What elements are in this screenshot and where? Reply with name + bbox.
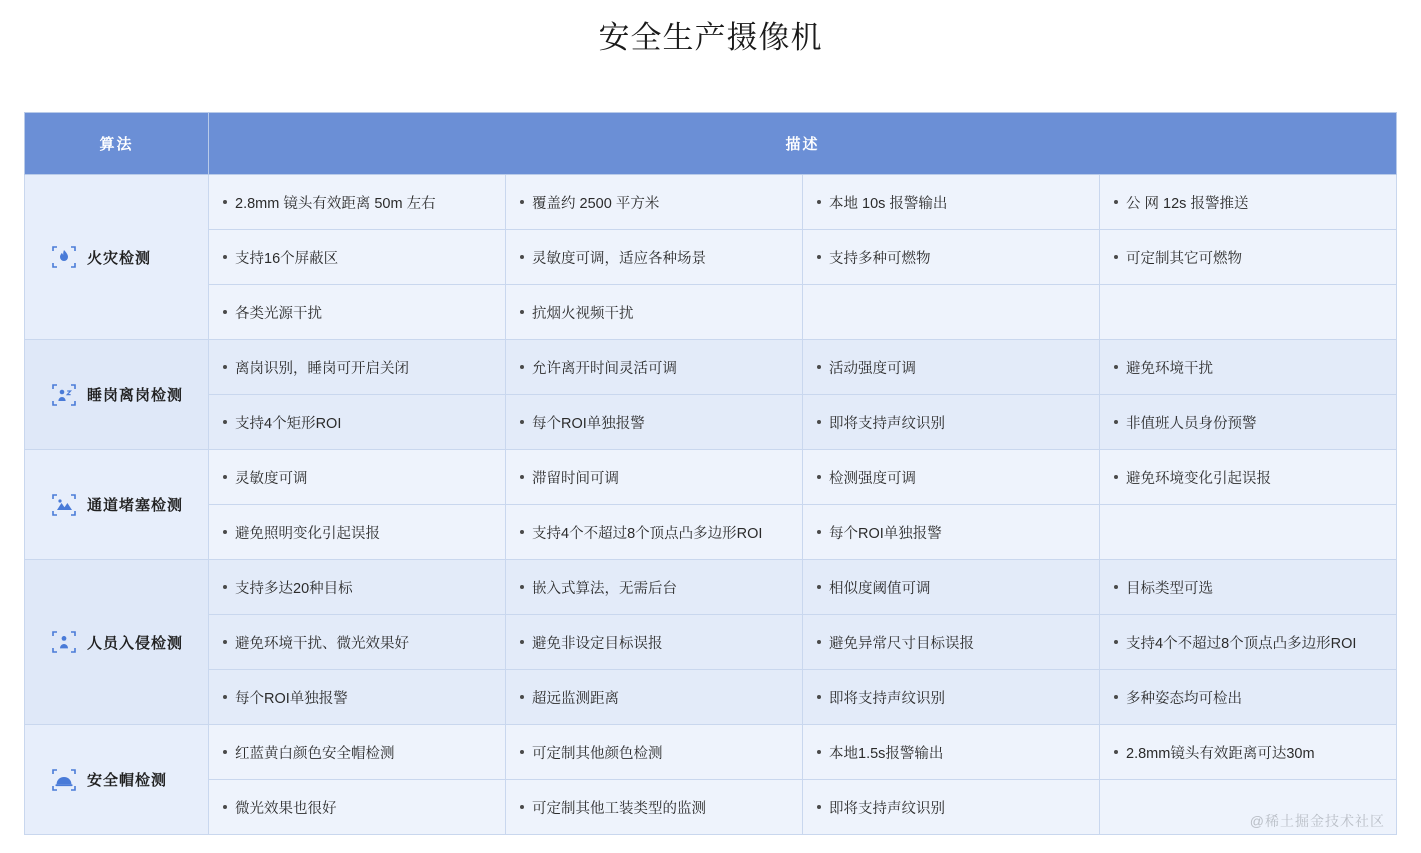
feature-text: 每个ROI单独报警 bbox=[532, 415, 645, 432]
bullet-icon bbox=[223, 475, 227, 479]
bullet-icon bbox=[223, 530, 227, 534]
bullet-icon bbox=[1114, 585, 1118, 589]
bullet-icon bbox=[817, 695, 821, 699]
empty-cell bbox=[1100, 285, 1397, 340]
column-header-algorithm: 算法 bbox=[25, 113, 209, 175]
feature-text: 支持4个不超过8个顶点凸多边形ROI bbox=[1126, 635, 1357, 652]
algorithm-label: 安全帽检测 bbox=[87, 772, 168, 789]
feature-text: 微光效果也很好 bbox=[235, 800, 337, 817]
feature-text: 本地 10s 报警输出 bbox=[829, 195, 948, 212]
bullet-icon bbox=[223, 640, 227, 644]
feature-cell bbox=[506, 285, 803, 340]
empty-cell bbox=[1100, 505, 1397, 560]
bullet-icon bbox=[223, 750, 227, 754]
bullet-icon bbox=[223, 585, 227, 589]
feature-text: 相似度阈值可调 bbox=[829, 580, 931, 597]
table-row bbox=[25, 285, 1397, 340]
feature-cell bbox=[209, 615, 506, 670]
table-row bbox=[25, 615, 1397, 670]
feature-cell bbox=[209, 780, 506, 835]
bullet-icon bbox=[520, 365, 524, 369]
algorithm-cell-1 bbox=[25, 175, 209, 340]
feature-text: 可定制其它可燃物 bbox=[1126, 250, 1242, 267]
feature-text: 2.8mm 镜头有效距离 50m 左右 bbox=[235, 195, 436, 212]
bullet-icon bbox=[1114, 695, 1118, 699]
empty-cell bbox=[803, 285, 1100, 340]
feature-cell bbox=[1100, 560, 1397, 615]
bullet-icon bbox=[223, 310, 227, 314]
feature-text: 即将支持声纹识别 bbox=[829, 415, 945, 432]
feature-cell bbox=[209, 505, 506, 560]
feature-text: 嵌入式算法，无需后台 bbox=[532, 580, 677, 597]
feature-text: 覆盖约 2500 平方米 bbox=[532, 195, 660, 212]
feature-text: 灵敏度可调 bbox=[235, 470, 308, 487]
feature-text: 可定制其他工装类型的监测 bbox=[532, 800, 706, 817]
bullet-icon bbox=[1114, 475, 1118, 479]
column-header-description: 描述 bbox=[209, 113, 1397, 175]
feature-text: 支持4个矩形ROI bbox=[235, 415, 342, 432]
bullet-icon bbox=[817, 365, 821, 369]
feature-text: 多种姿态均可检出 bbox=[1126, 690, 1242, 707]
algorithm-label: 睡岗离岗检测 bbox=[87, 387, 184, 404]
feature-cell bbox=[209, 450, 506, 505]
feature-cell bbox=[506, 450, 803, 505]
bullet-icon bbox=[1114, 365, 1118, 369]
feature-cell bbox=[803, 230, 1100, 285]
feature-text: 即将支持声纹识别 bbox=[829, 800, 945, 817]
algorithm-table-container bbox=[24, 112, 1396, 835]
feature-text: 各类光源干扰 bbox=[235, 305, 322, 322]
feature-cell bbox=[506, 780, 803, 835]
algorithm-label: 人员入侵检测 bbox=[87, 634, 184, 652]
bullet-icon bbox=[1114, 200, 1118, 204]
bullet-icon bbox=[520, 695, 524, 699]
feature-text: 即将支持声纹识别 bbox=[829, 690, 945, 707]
algorithm-cell-2 bbox=[25, 340, 209, 450]
feature-cell bbox=[506, 615, 803, 670]
feature-cell bbox=[209, 725, 506, 780]
feature-text: 支持16个屏蔽区 bbox=[235, 250, 339, 267]
blocked-path-icon bbox=[51, 492, 77, 518]
feature-cell bbox=[803, 395, 1100, 450]
feature-cell bbox=[209, 175, 506, 230]
bullet-icon bbox=[223, 365, 227, 369]
feature-cell bbox=[803, 505, 1100, 560]
feature-cell bbox=[209, 395, 506, 450]
bullet-icon bbox=[520, 530, 524, 534]
feature-text: 支持4个不超过8个顶点凸多边形ROI bbox=[532, 525, 763, 542]
table-header bbox=[25, 113, 1397, 175]
feature-text: 活动强度可调 bbox=[829, 360, 916, 377]
person-sleep-icon bbox=[51, 382, 77, 408]
table-row bbox=[25, 505, 1397, 560]
bullet-icon bbox=[817, 750, 821, 754]
feature-cell bbox=[1100, 450, 1397, 505]
bullet-icon bbox=[520, 750, 524, 754]
feature-cell bbox=[506, 670, 803, 725]
feature-text: 公 网 12s 报警推送 bbox=[1126, 195, 1249, 212]
bullet-icon bbox=[1114, 640, 1118, 644]
algorithm-cell-5 bbox=[25, 725, 209, 835]
bullet-icon bbox=[817, 255, 821, 259]
feature-text: 本地1.5s报警输出 bbox=[829, 745, 944, 762]
bullet-icon bbox=[520, 200, 524, 204]
table-row bbox=[25, 560, 1397, 615]
feature-cell bbox=[209, 340, 506, 395]
bullet-icon bbox=[817, 805, 821, 809]
feature-cell bbox=[803, 670, 1100, 725]
feature-cell bbox=[1100, 725, 1397, 780]
feature-text: 滞留时间可调 bbox=[532, 470, 619, 487]
table-row bbox=[25, 725, 1397, 780]
feature-cell bbox=[1100, 670, 1397, 725]
feature-cell bbox=[803, 780, 1100, 835]
feature-text: 超远监测距离 bbox=[532, 690, 619, 707]
feature-cell bbox=[209, 560, 506, 615]
table-body bbox=[25, 175, 1397, 835]
feature-cell bbox=[803, 340, 1100, 395]
bullet-icon bbox=[520, 475, 524, 479]
bullet-icon bbox=[520, 585, 524, 589]
feature-cell bbox=[506, 560, 803, 615]
bullet-icon bbox=[520, 255, 524, 259]
bullet-icon bbox=[817, 585, 821, 589]
algorithm-cell-4 bbox=[25, 560, 209, 725]
feature-cell bbox=[506, 230, 803, 285]
feature-cell bbox=[803, 615, 1100, 670]
bullet-icon bbox=[1114, 255, 1118, 259]
algorithm-table bbox=[24, 112, 1397, 835]
bullet-icon bbox=[520, 420, 524, 424]
feature-text: 离岗识别，睡岗可开启关闭 bbox=[235, 360, 409, 377]
page-title: 安全生产摄像机 bbox=[598, 20, 823, 55]
bullet-icon bbox=[223, 695, 227, 699]
bullet-icon bbox=[817, 200, 821, 204]
feature-text: 灵敏度可调，适应各种场景 bbox=[532, 250, 706, 267]
bullet-icon bbox=[520, 640, 524, 644]
bullet-icon bbox=[223, 805, 227, 809]
bullet-icon bbox=[223, 420, 227, 424]
feature-cell bbox=[209, 285, 506, 340]
feature-text: 每个ROI单独报警 bbox=[829, 525, 942, 542]
feature-text: 避免环境干扰 bbox=[1126, 360, 1213, 377]
feature-cell bbox=[506, 725, 803, 780]
feature-cell bbox=[209, 670, 506, 725]
flame-icon bbox=[51, 244, 77, 270]
feature-cell bbox=[209, 230, 506, 285]
bullet-icon bbox=[817, 530, 821, 534]
feature-text: 避免环境干扰、微光效果好 bbox=[235, 635, 409, 652]
bullet-icon bbox=[223, 200, 227, 204]
bullet-icon bbox=[1114, 750, 1118, 754]
feature-text: 抗烟火视频干扰 bbox=[532, 305, 634, 322]
feature-cell bbox=[1100, 340, 1397, 395]
feature-text: 红蓝黄白颜色安全帽检测 bbox=[235, 745, 395, 762]
helmet-icon bbox=[51, 767, 77, 793]
feature-cell bbox=[1100, 230, 1397, 285]
table-row bbox=[25, 670, 1397, 725]
feature-text: 避免异常尺寸目标误报 bbox=[829, 635, 974, 652]
feature-text: 支持多达20种目标 bbox=[235, 580, 353, 597]
table-row bbox=[25, 780, 1397, 835]
algorithm-label: 通道堵塞检测 bbox=[87, 497, 184, 514]
feature-text: 避免非设定目标误报 bbox=[532, 635, 663, 652]
bullet-icon bbox=[1114, 420, 1118, 424]
watermark: @稀土掘金技术社区 bbox=[1249, 813, 1385, 829]
table-row bbox=[25, 450, 1397, 505]
feature-cell bbox=[1100, 615, 1397, 670]
feature-cell bbox=[1100, 395, 1397, 450]
person-intrusion-icon bbox=[51, 629, 77, 655]
table-row bbox=[25, 230, 1397, 285]
feature-cell bbox=[803, 450, 1100, 505]
algorithm-cell-3 bbox=[25, 450, 209, 560]
feature-cell bbox=[506, 175, 803, 230]
feature-cell bbox=[803, 175, 1100, 230]
feature-cell bbox=[803, 560, 1100, 615]
feature-cell bbox=[506, 395, 803, 450]
feature-text: 允许离开时间灵活可调 bbox=[532, 360, 677, 377]
table-row bbox=[25, 395, 1397, 450]
bullet-icon bbox=[817, 420, 821, 424]
feature-text: 检测强度可调 bbox=[829, 470, 916, 487]
bullet-icon bbox=[817, 640, 821, 644]
feature-cell bbox=[506, 340, 803, 395]
feature-cell bbox=[506, 505, 803, 560]
feature-text: 可定制其他颜色检测 bbox=[532, 745, 663, 762]
table-row bbox=[25, 175, 1397, 230]
feature-text: 每个ROI单独报警 bbox=[235, 690, 348, 707]
feature-text: 支持多种可燃物 bbox=[829, 250, 931, 267]
table-row bbox=[25, 340, 1397, 395]
feature-cell bbox=[803, 725, 1100, 780]
algorithm-label: 火灾检测 bbox=[87, 249, 152, 267]
table-header-row bbox=[25, 113, 1397, 175]
bullet-icon bbox=[520, 310, 524, 314]
feature-text: 非值班人员身份预警 bbox=[1126, 415, 1257, 432]
feature-text: 避免环境变化引起误报 bbox=[1126, 470, 1271, 487]
feature-cell bbox=[1100, 175, 1397, 230]
feature-text: 2.8mm镜头有效距离可达30m bbox=[1126, 745, 1315, 762]
bullet-icon bbox=[817, 475, 821, 479]
feature-text: 目标类型可选 bbox=[1126, 580, 1213, 597]
bullet-icon bbox=[520, 805, 524, 809]
bullet-icon bbox=[223, 255, 227, 259]
feature-text: 避免照明变化引起误报 bbox=[235, 525, 380, 542]
